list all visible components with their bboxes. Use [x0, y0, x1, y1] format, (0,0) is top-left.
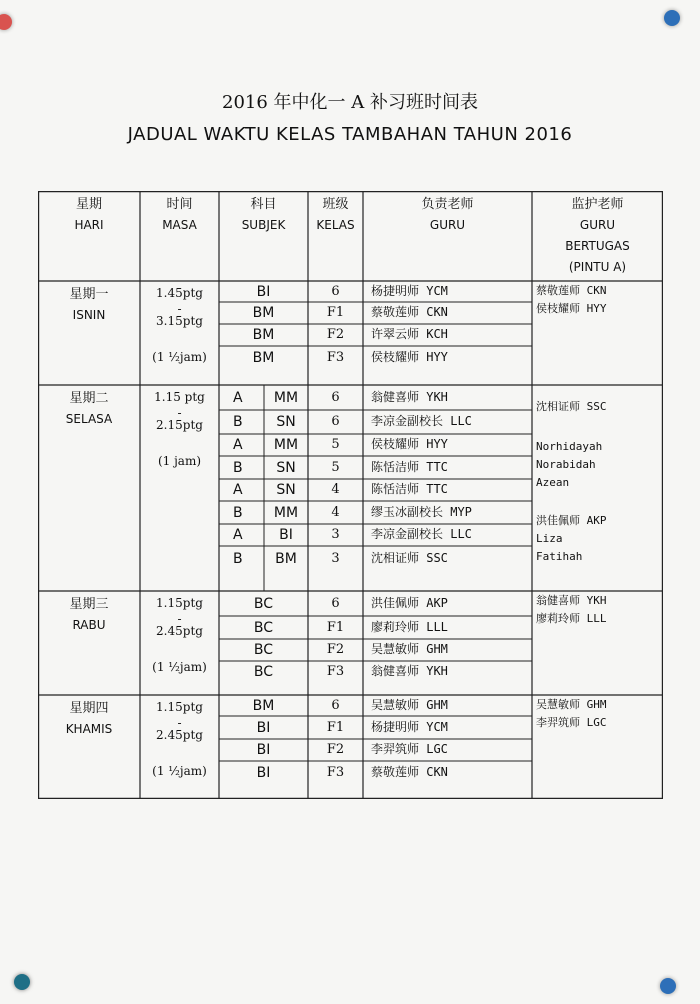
time-text: (1 ½jam)	[152, 764, 207, 778]
header-guru: 负责老师	[421, 197, 474, 212]
header-kelas: KELAS	[316, 218, 355, 232]
teacher-cell: 李凉金副校长 LLC	[371, 527, 472, 541]
day-name-malay: ISNIN	[72, 308, 106, 322]
teacher-cell: 杨捷明师 YCM	[371, 720, 448, 734]
teacher-cell: 李羿筑师 LGC	[371, 742, 448, 756]
duty-teacher: 侯枝耀师 HYY	[536, 302, 607, 315]
header-masa: 时间	[166, 197, 193, 212]
class-cell: 4	[331, 482, 340, 497]
teacher-cell: 侯枝耀师 HYY	[371, 350, 448, 364]
subject-cell: BI	[279, 527, 293, 543]
class-cell: F3	[326, 350, 345, 365]
duty-teacher: 李羿筑师 LGC	[536, 716, 607, 729]
subject-cell: MM	[273, 390, 299, 406]
group-label: B	[233, 460, 243, 476]
title-malay: JADUAL WAKTU KELAS TAMBAHAN TAHUN 2016	[127, 124, 573, 145]
day-name-chinese: 星期二	[69, 391, 109, 406]
subject-cell: BI	[256, 765, 271, 781]
header-bertugas: (PINTU A)	[568, 260, 627, 274]
duty-teacher: 蔡敬莲师 CKN	[536, 284, 607, 297]
time-text: (1 ½jam)	[152, 660, 207, 674]
teacher-cell: 陈恬洁师 TTC	[371, 482, 448, 496]
teacher-cell: 翁健喜师 YKH	[371, 390, 448, 404]
time-text: 1.15 ptg	[154, 390, 205, 404]
time-text: 2.15ptg	[156, 418, 203, 432]
class-cell: F1	[326, 305, 345, 320]
teacher-cell: 洪佳佩师 AKP	[371, 596, 448, 610]
time-text: -	[177, 406, 182, 420]
class-cell: 6	[331, 698, 340, 713]
teacher-cell: 许翠云师 KCH	[371, 327, 448, 341]
subject-cell: SN	[276, 482, 296, 498]
class-cell: F1	[326, 720, 345, 735]
header-bertugas: 监护老师	[571, 197, 624, 212]
class-cell: F1	[326, 620, 345, 635]
subject-cell: BC	[253, 642, 274, 658]
class-cell: 5	[331, 437, 340, 452]
class-cell: F3	[326, 765, 345, 780]
time-text: (1 ½jam)	[152, 350, 207, 364]
title-chinese: 2016 年中化一 A 补习班时间表	[222, 92, 478, 113]
header-kelas: 班级	[322, 197, 349, 212]
class-cell: 6	[331, 284, 340, 299]
class-cell: F2	[326, 642, 345, 657]
subject-cell: BC	[253, 664, 274, 680]
time-text: (1 jam)	[157, 454, 202, 468]
time-text: 2.45ptg	[156, 624, 203, 638]
subject-cell: BI	[256, 742, 271, 758]
subject-cell: BM	[252, 327, 275, 343]
class-cell: 3	[331, 551, 340, 566]
duty-teacher: Norhidayah	[536, 440, 603, 453]
header-hari: 星期	[75, 197, 102, 212]
group-label: B	[233, 505, 243, 521]
push-pin-icon	[0, 14, 12, 30]
subject-cell: BI	[256, 720, 271, 736]
teacher-cell: 沈相证师 SSC	[371, 551, 448, 565]
day-name-malay: KHAMIS	[65, 722, 113, 736]
time-text: -	[177, 612, 182, 626]
teacher-cell: 杨捷明师 YCM	[371, 284, 448, 298]
duty-teacher: Norabidah	[536, 458, 596, 471]
teacher-cell: 陈恬洁师 TTC	[371, 460, 448, 474]
time-text: 1.45ptg	[156, 286, 203, 300]
header-bertugas: BERTUGAS	[565, 239, 630, 253]
subject-cell: BC	[253, 596, 274, 612]
duty-teacher: 沈相证师 SSC	[536, 400, 607, 413]
subject-cell: MM	[273, 437, 299, 453]
push-pin-icon	[660, 978, 676, 994]
subject-cell: BM	[252, 350, 275, 366]
group-label: A	[233, 527, 243, 543]
subject-cell: MM	[273, 505, 299, 521]
group-label: A	[233, 390, 243, 406]
push-pin-icon	[14, 974, 30, 990]
teacher-cell: 侯枝耀师 HYY	[371, 437, 448, 451]
subject-cell: SN	[276, 414, 296, 430]
header-masa: MASA	[162, 218, 197, 232]
duty-teacher: 吴慧敏师 GHM	[536, 698, 607, 711]
subject-cell: BM	[252, 305, 275, 321]
teacher-cell: 吴慧敏师 GHM	[371, 642, 448, 656]
teacher-cell: 蔡敬莲师 CKN	[371, 305, 448, 319]
group-label: A	[233, 482, 243, 498]
duty-teacher: 洪佳佩师 AKP	[536, 514, 607, 527]
teacher-cell: 廖莉玲师 LLL	[371, 620, 448, 634]
class-cell: 4	[331, 505, 340, 520]
header-bertugas: GURU	[579, 218, 616, 232]
subject-cell: BM	[252, 698, 275, 714]
day-name-malay: RABU	[72, 618, 106, 632]
subject-cell: BI	[256, 284, 271, 300]
time-text: 2.45ptg	[156, 728, 203, 742]
time-text: -	[177, 302, 182, 316]
subject-cell: BC	[253, 620, 274, 636]
push-pin-icon	[664, 10, 680, 26]
time-text: 1.15ptg	[156, 596, 203, 610]
timetable	[38, 191, 663, 799]
header-hari: HARI	[74, 218, 104, 232]
duty-teacher: Fatihah	[536, 550, 583, 563]
time-text: 1.15ptg	[156, 700, 203, 714]
group-label: B	[233, 551, 243, 567]
teacher-cell: 蔡敬莲师 CKN	[371, 765, 448, 779]
teacher-cell: 李凉金副校长 LLC	[371, 414, 472, 428]
subject-cell: SN	[276, 460, 296, 476]
day-name-chinese: 星期一	[69, 287, 109, 302]
teacher-cell: 吴慧敏师 GHM	[371, 698, 448, 712]
class-cell: 6	[331, 390, 340, 405]
class-cell: F2	[326, 742, 345, 757]
class-cell: F2	[326, 327, 345, 342]
header-subjek: 科目	[250, 197, 277, 212]
header-guru: GURU	[429, 218, 466, 232]
group-label: B	[233, 414, 243, 430]
class-cell: 6	[331, 414, 340, 429]
duty-teacher: 廖莉玲师 LLL	[536, 612, 607, 625]
day-name-malay: SELASA	[65, 412, 113, 426]
teacher-cell: 缪玉冰副校长 MYP	[371, 505, 472, 519]
class-cell: 3	[331, 527, 340, 542]
header-subjek: SUBJEK	[241, 218, 286, 232]
teacher-cell: 翁健喜师 YKH	[371, 664, 448, 678]
class-cell: F3	[326, 664, 345, 679]
duty-teacher: 翁健喜师 YKH	[536, 594, 607, 607]
time-text: -	[177, 716, 182, 730]
group-label: A	[233, 437, 243, 453]
subject-cell: BM	[275, 551, 297, 567]
time-text: 3.15ptg	[156, 314, 203, 328]
class-cell: 5	[331, 460, 340, 475]
duty-teacher: Azean	[536, 476, 570, 489]
class-cell: 6	[331, 596, 340, 611]
day-name-chinese: 星期三	[69, 597, 109, 612]
day-name-chinese: 星期四	[69, 701, 109, 716]
duty-teacher: Liza	[536, 532, 563, 545]
